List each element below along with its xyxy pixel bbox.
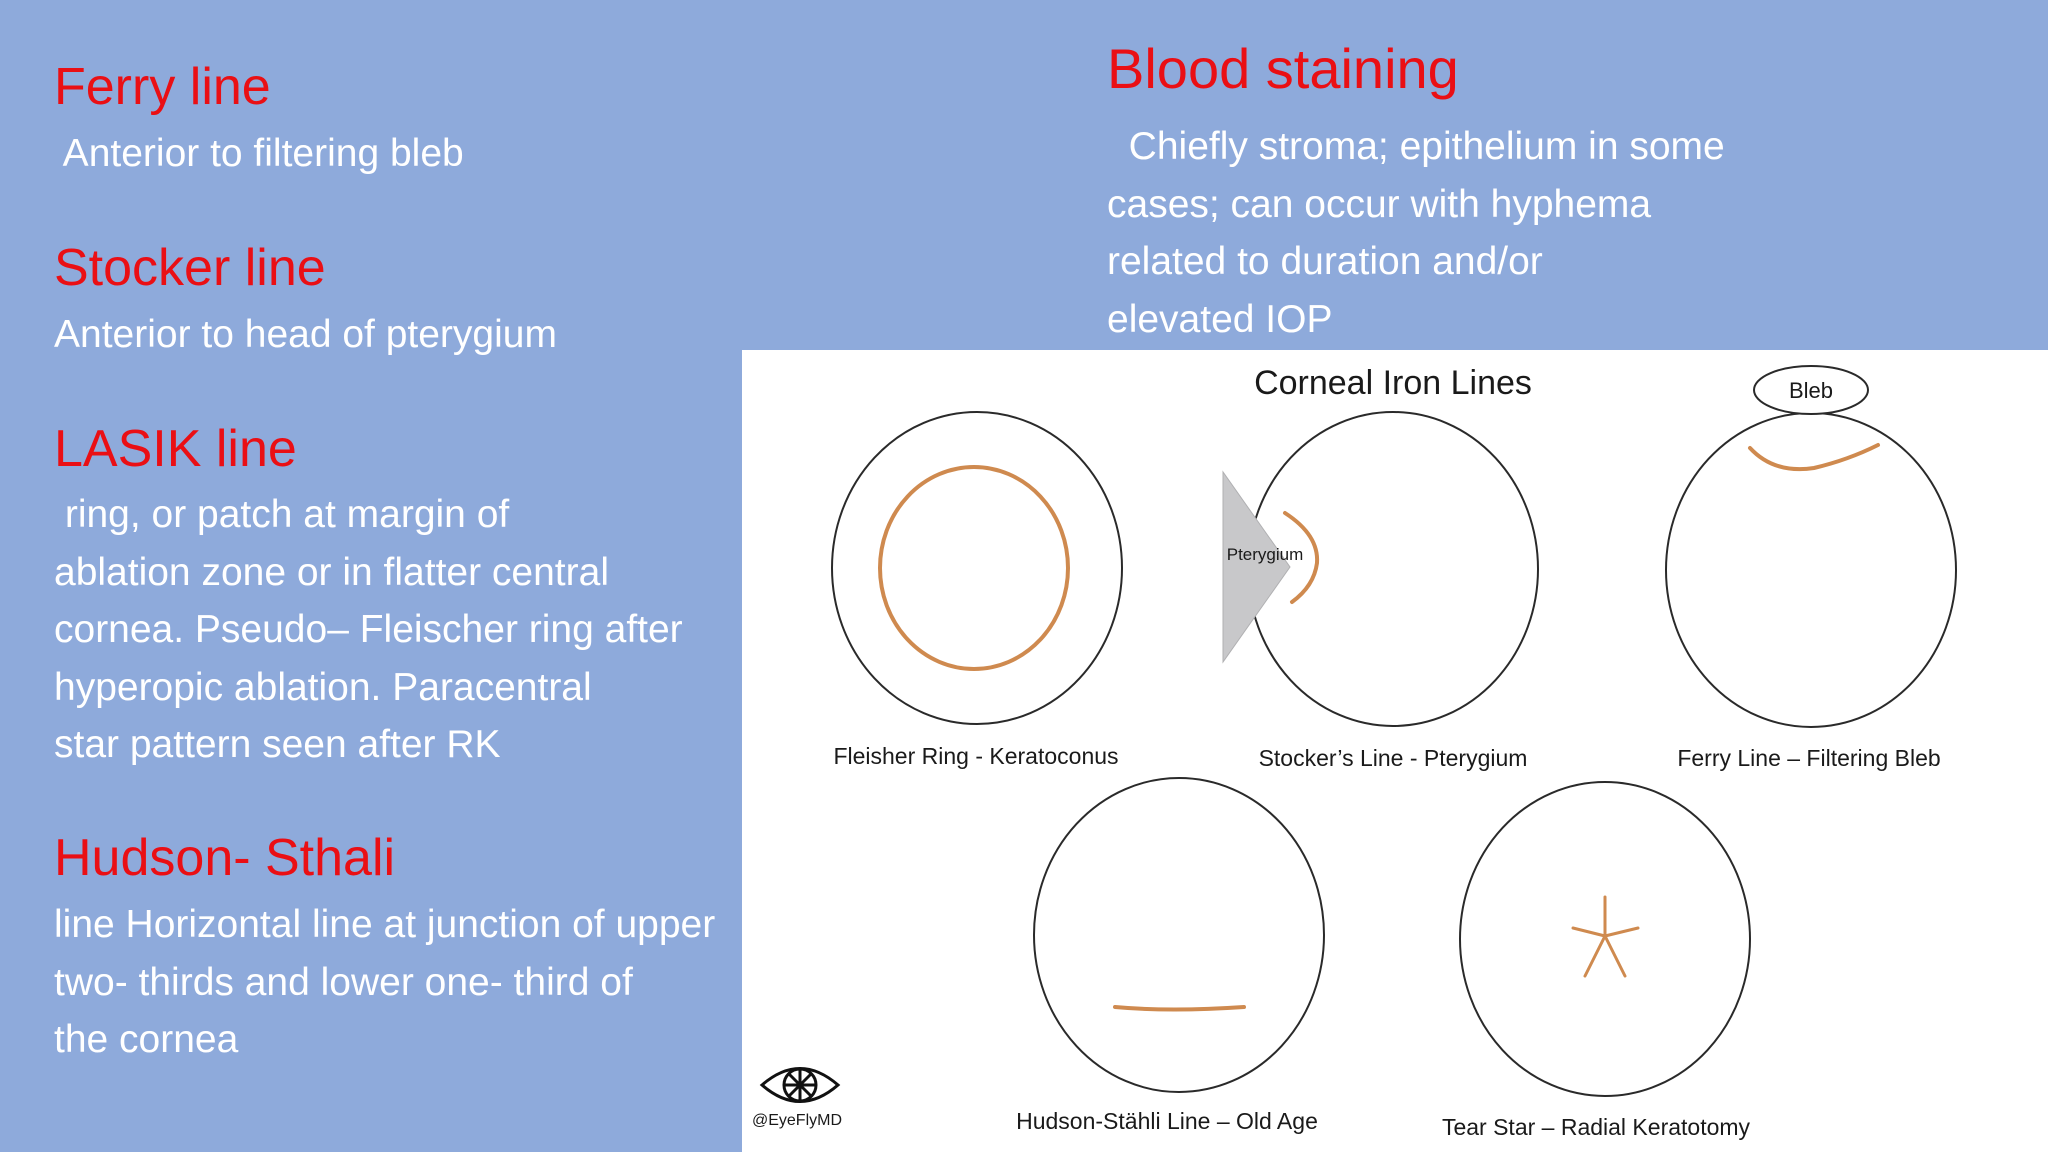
eyeflymd-watermark: @EyeFlyMD [751, 1112, 843, 1129]
text-line: Anterior to head of pterygium [54, 313, 557, 356]
text-line: ring, or patch at margin of [54, 493, 510, 536]
caption-hudson: Hudson-Stähli Line – Old Age [1016, 1108, 1318, 1134]
blood-staining-heading: Blood staining [1107, 37, 1459, 100]
text-line: ablation zone or in flatter central [54, 550, 609, 594]
hudson-sthali-text [54, 896, 715, 1069]
text-line: Chiefly stroma; epithelium in some [1107, 125, 1725, 168]
cornea-outline-ferry [1666, 413, 1956, 727]
text-line: Anterior to filtering bleb [54, 132, 464, 175]
cornea-outline-stocker [1248, 412, 1538, 726]
corneal-iron-lines-figure [742, 350, 2048, 1152]
text-line: line Horizontal line at junction of upper [54, 903, 716, 946]
text-line: cases; can occur with hyphema [1107, 182, 1652, 226]
lasik-line-text [54, 486, 683, 774]
lasik-line-heading: LASIK line [54, 420, 297, 478]
text-line: cornea. Pseudo– Fleischer ring after [54, 608, 683, 651]
cornea-outline-hudson [1034, 778, 1324, 1092]
text-line: elevated IOP [1107, 297, 1333, 341]
pterygium-wedge [1223, 472, 1290, 662]
blood-staining-text [1107, 118, 1725, 348]
fleischer-ring-line [880, 467, 1068, 669]
caption-stocker: Stocker’s Line - Pterygium [1258, 745, 1528, 771]
text-line: hyperopic ablation. Paracentral [54, 665, 592, 709]
bleb-label: Bleb [1788, 378, 1834, 403]
figure-svg [742, 350, 2048, 1152]
caption-fleischer: Fleisher Ring - Keratoconus [833, 743, 1119, 769]
cornea-outline-fleischer-ellipse [832, 412, 1122, 724]
caption-tear-star: Tear Star – Radial Keratotomy [1441, 1114, 1751, 1140]
pterygium-label: Pterygium [1226, 545, 1304, 564]
figure-title: Corneal Iron Lines [1254, 364, 1532, 402]
hudson-sthali-heading: Hudson- Sthali [54, 829, 396, 887]
ferry-line-text [54, 125, 464, 183]
text-line: two- thirds and lower one- third of [54, 960, 633, 1004]
text-line: star pattern seen after RK [54, 723, 501, 766]
text-line: the cornea [54, 1018, 239, 1061]
ferry-line-heading: Ferry line [54, 58, 271, 116]
stocker-line-heading: Stocker line [54, 239, 326, 297]
text-line: related to duration and/or [1107, 240, 1543, 283]
eyeflymd-eye-icon [762, 1069, 838, 1102]
tear-star-mark [1573, 897, 1638, 976]
stocker-line-text [54, 306, 557, 364]
ferry-line [1750, 445, 1878, 469]
hudson-stahli-line [1115, 1007, 1244, 1010]
caption-ferry: Ferry Line – Filtering Bleb [1677, 745, 1941, 771]
